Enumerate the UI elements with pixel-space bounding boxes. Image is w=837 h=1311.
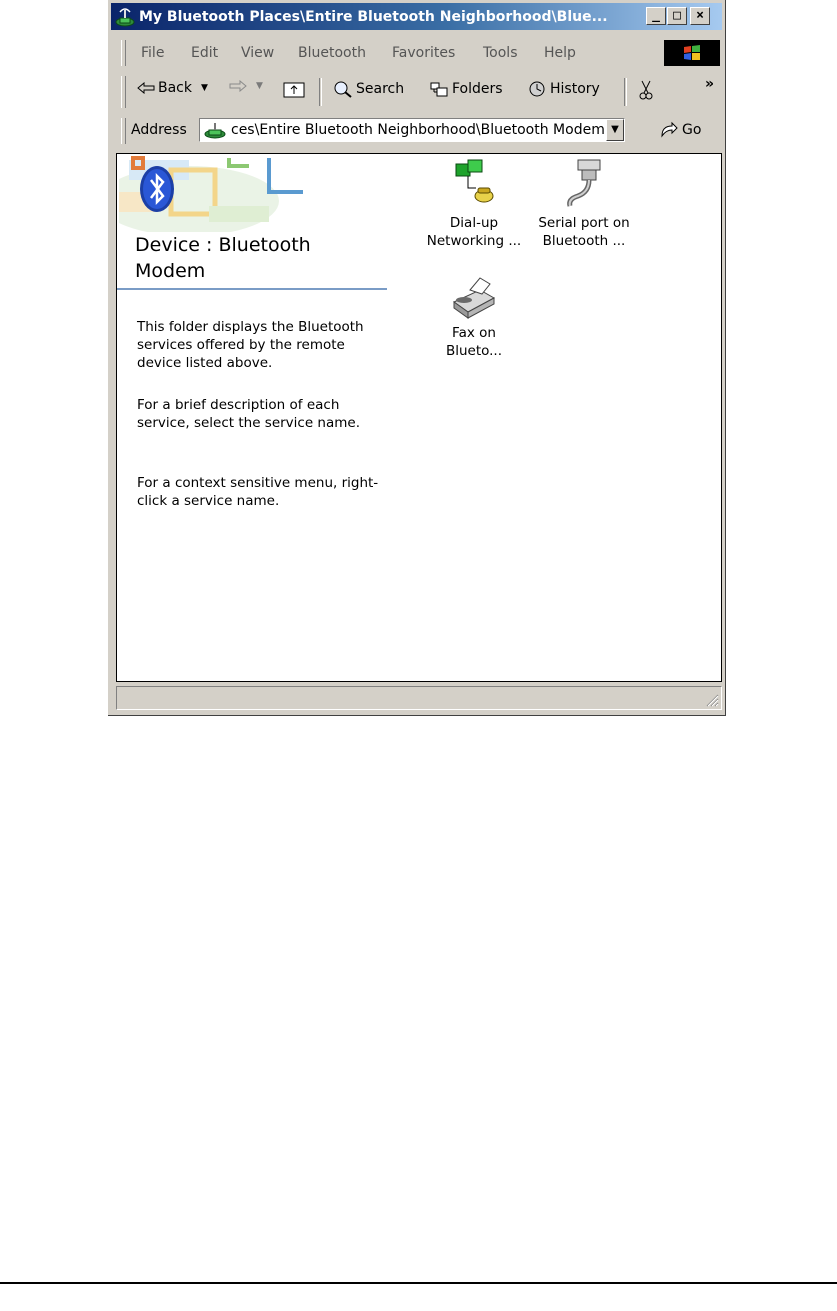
window-title: My Bluetooth Places\Entire Bluetooth Neighborhood\Blue... — [139, 8, 608, 25]
device-title: Device : Bluetooth Modem — [135, 234, 311, 282]
menu-edit[interactable]: Edit — [191, 45, 219, 61]
status-bar — [116, 686, 722, 710]
bluetooth-places-icon — [203, 120, 227, 140]
fax-icon — [450, 274, 498, 320]
cut-button[interactable] — [638, 80, 654, 100]
address-grip[interactable] — [121, 118, 126, 144]
file-name-line1: Serial port on — [538, 215, 630, 231]
description-paragraph: For a context sensitive menu, right-click a service name. — [137, 475, 379, 509]
close-button[interactable] — [690, 7, 710, 25]
maximize-icon: □ — [673, 8, 681, 23]
menu-help[interactable]: Help — [544, 45, 576, 61]
dialup-networking-icon — [454, 158, 494, 210]
bluetooth-places-icon — [114, 6, 136, 28]
resize-grip-icon[interactable] — [705, 693, 719, 707]
file-item-serial-port[interactable] — [529, 158, 639, 250]
folders-label: Folders — [452, 81, 503, 97]
toolbar-overflow-button[interactable]: » — [705, 76, 715, 92]
explorer-window — [108, 0, 726, 716]
close-icon: × — [696, 8, 704, 23]
bluetooth-banner-graphic — [119, 156, 319, 232]
file-name-line2: Networking ... — [426, 233, 522, 249]
search-label: Search — [356, 81, 405, 97]
back-arrow-icon — [137, 82, 155, 94]
address-label: Address — [131, 122, 187, 138]
file-name-line2: Bluetooth ... — [542, 233, 626, 249]
standard-toolbar — [111, 72, 722, 112]
file-item-fax[interactable] — [419, 274, 529, 360]
page-footer-rule — [0, 1282, 837, 1284]
description-paragraph: This folder displays the Bluetooth services offered by the remote device listed above. — [137, 319, 364, 371]
up-folder-icon — [283, 80, 305, 98]
go-label: Go — [682, 122, 702, 138]
title-divider — [117, 288, 387, 290]
folders-button[interactable] — [429, 80, 503, 98]
minimize-icon: _ — [652, 8, 660, 23]
chevron-down-icon: ▼ — [611, 124, 619, 135]
maximize-button[interactable] — [667, 7, 687, 25]
menu-bluetooth[interactable]: Bluetooth — [298, 45, 366, 61]
minimize-button[interactable] — [646, 7, 666, 25]
menu-grip[interactable] — [121, 40, 126, 66]
file-name-line1: Fax on — [452, 325, 496, 341]
history-label: History — [550, 81, 600, 97]
search-icon — [333, 80, 353, 98]
folders-icon — [429, 80, 449, 98]
toolbar-separator — [319, 78, 322, 106]
menu-view[interactable]: View — [241, 45, 275, 61]
back-dropdown-icon[interactable]: ▼ — [201, 83, 208, 93]
title-bar[interactable] — [111, 3, 722, 30]
go-arrow-icon — [659, 121, 679, 139]
serial-port-icon — [564, 158, 604, 210]
toolbar-separator — [624, 78, 627, 106]
menu-file[interactable]: File — [141, 45, 165, 61]
file-name-line1: Dial-up — [449, 215, 499, 231]
history-icon — [527, 80, 547, 98]
up-folder-button[interactable] — [283, 80, 305, 98]
address-input[interactable]: ces\Entire Bluetooth Neighborhood\Bluetooth Modem — [231, 122, 605, 138]
go-button[interactable] — [659, 121, 701, 139]
scissors-icon — [638, 80, 654, 100]
folder-view — [116, 153, 722, 682]
menu-bar — [111, 38, 722, 68]
file-item-dialup-networking[interactable] — [419, 158, 529, 250]
search-button[interactable] — [333, 80, 404, 98]
toolbar-grip[interactable] — [121, 76, 126, 108]
forward-arrow-icon — [229, 80, 247, 92]
windows-flag-icon — [682, 44, 702, 62]
back-label: Back — [158, 80, 192, 96]
forward-dropdown-icon[interactable]: ▼ — [256, 81, 263, 91]
history-button[interactable] — [527, 80, 600, 98]
back-button[interactable] — [137, 80, 208, 96]
address-bar — [111, 114, 722, 146]
file-name-line2: Blueto... — [445, 343, 503, 359]
forward-button[interactable] — [229, 80, 263, 92]
menu-favorites[interactable]: Favorites — [392, 45, 456, 61]
address-dropdown-button[interactable] — [606, 119, 624, 141]
address-field[interactable] — [199, 118, 625, 142]
description-paragraph: For a brief description of each service, select the service name. — [137, 397, 361, 431]
menu-tools[interactable]: Tools — [483, 45, 518, 61]
windows-logo — [664, 40, 720, 66]
